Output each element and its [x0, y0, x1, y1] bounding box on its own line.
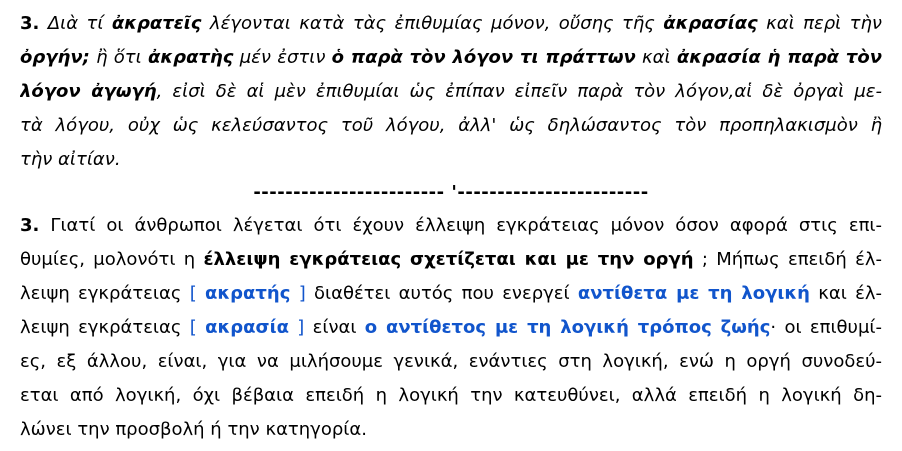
- text-line: [20, 413, 882, 447]
- text-run: [: [189, 283, 206, 304]
- text-run: [: [189, 317, 206, 338]
- text-line: [20, 41, 882, 75]
- text-run: λέγονται κατὰ τὰς ἐπιθυμίας μόνον, οὔσης τῆς: [201, 13, 664, 34]
- text-run: εται από λογική, όχι βέβαια επειδή η λογική την κατευθύνει, αλλά επειδή η λογική δη-: [20, 385, 882, 406]
- text-run: ἀκρασίας: [663, 13, 758, 34]
- text-run: 3.: [20, 13, 40, 34]
- text-run: ]: [290, 283, 306, 304]
- text-run: μέν ἐστιν: [233, 47, 332, 68]
- text-run: τὰ λόγου, οὐχ ὡς κελεύσαντος τοῦ λόγου, ἀλλ' ὡς δηλώσαντος τὸν προπηλακισμὸν ἢ: [20, 115, 882, 136]
- text-run: ; Μήπως επειδή έλ-: [693, 249, 882, 270]
- text-run: καὶ περὶ τὴν: [757, 13, 882, 34]
- text-run: ες, εξ άλλου, είναι, για να μιλήσουμε γενικά, ενάντιες στη λογική, ενώ η οργή συνοδεύ-: [20, 351, 882, 372]
- text-run: ἀκρατεῖς: [111, 13, 202, 34]
- text-run: τὴν αἰτίαν.: [20, 149, 121, 170]
- text-run: , εἰσὶ δὲ αἱ μὲν ἐπιθυμίαι ὡς ἐπίπαν εἰπεῖν παρὰ τὸν λόγον,αἱ δὲ ὀργαὶ με-: [156, 81, 882, 102]
- text-run: λώνει την προσβολή ή την κατηγορία.: [20, 419, 367, 440]
- text-run: λειψη εγκράτειας: [20, 317, 190, 338]
- text-run: ο αντίθετος με τη λογική τρόπος ζωής: [364, 317, 771, 338]
- text-run: διαθέτει αυτός που ενεργεί: [305, 283, 578, 304]
- text-run: ὁ παρὰ τὸν λόγον τι πράττων: [331, 47, 636, 68]
- text-run: και έλ-: [809, 283, 882, 304]
- text-line: [20, 7, 882, 41]
- section-divider: ------------------------ '------------------------: [253, 182, 649, 203]
- text-run: ακρατής: [205, 283, 291, 304]
- text-line: [20, 109, 882, 143]
- text-run: έλλειψη εγκράτειας σχετίζεται και με την οργή: [203, 249, 694, 270]
- text-run: ὀργήν;: [20, 47, 90, 68]
- text-run: ακρασία: [205, 317, 289, 338]
- text-run: θυμίες, μολονότι η: [20, 249, 204, 270]
- text-run: [39, 13, 47, 34]
- text-line: [20, 75, 882, 109]
- text-run: είναι: [304, 317, 365, 338]
- text-run: Διὰ τί: [47, 13, 112, 34]
- text-run: · οι επιθυμί-: [770, 317, 882, 338]
- text-line: [20, 143, 882, 177]
- text-run: λειψη εγκράτειας: [20, 283, 190, 304]
- text-run: λόγον ἀγωγή: [20, 81, 157, 102]
- text-run: καὶ: [635, 47, 677, 68]
- text-line: [20, 345, 882, 379]
- text-line: [20, 277, 882, 311]
- text-run: ]: [288, 317, 305, 338]
- text-run: ἀκρασία ἡ παρὰ τὸν: [676, 47, 882, 68]
- text-run: αντίθετα με τη λογική: [577, 283, 810, 304]
- text-run: 3.: [20, 215, 40, 236]
- text-line: [20, 379, 882, 413]
- text-line: [20, 209, 882, 243]
- ancient-greek-paragraph: [20, 7, 882, 177]
- text-line: [20, 243, 882, 277]
- text-run: Γιατί οι άνθρωποι λέγεται ότι έχουν έλλειψη εγκράτειας μόνον όσον αφορά στις επι-: [39, 215, 882, 236]
- text-run: ἀκρατὴς: [148, 47, 234, 68]
- modern-greek-paragraph: [20, 209, 882, 447]
- text-line: [20, 311, 882, 345]
- text-run: ἢ ὅτι: [89, 47, 149, 68]
